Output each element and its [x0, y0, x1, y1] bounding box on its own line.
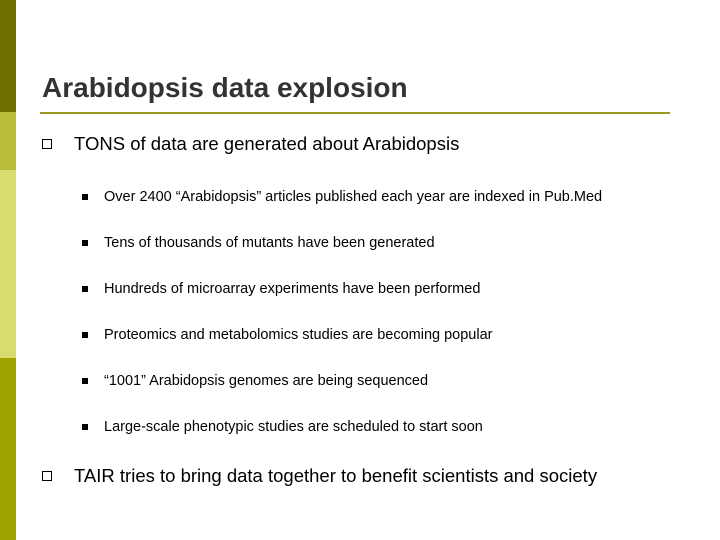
sub-bullet-text: Hundreds of microarray experiments have been performed — [104, 281, 481, 297]
sub-bullet-item — [82, 419, 483, 435]
decorative-sidebar — [0, 0, 16, 540]
sub-bullet-item — [82, 327, 492, 343]
sub-bullet-text: Large-scale phenotypic studies are scheduled to start soon — [104, 419, 483, 435]
sub-bullet-text: Proteomics and metabolomics studies are becoming popular — [104, 327, 493, 343]
sub-bullet-item — [82, 235, 435, 251]
sub-bullet-text: “1001” Arabidopsis genomes are being sequenced — [104, 373, 429, 389]
square-bullet-icon — [82, 332, 88, 338]
bullet-text: TAIR tries to bring data together to benefit scientists and society — [74, 465, 598, 486]
slide-title: Arabidopsis data explosion — [42, 72, 408, 103]
sub-bullet-item — [82, 189, 602, 205]
sidebar-segment — [0, 0, 16, 112]
square-bullet-icon — [82, 194, 88, 200]
sub-bullet-item — [82, 373, 428, 389]
sidebar-segment — [0, 358, 16, 540]
hollow-square-bullet-icon — [42, 139, 52, 149]
square-bullet-icon — [82, 286, 88, 292]
square-bullet-icon — [82, 378, 88, 384]
sidebar-segment — [0, 170, 16, 358]
sub-bullet-text: Over 2400 “Arabidopsis” articles published each year are indexed in Pub.Med — [104, 189, 603, 205]
square-bullet-icon — [82, 424, 88, 430]
sub-bullet-text: Tens of thousands of mutants have been generated — [104, 235, 435, 251]
sub-bullet-item — [82, 281, 480, 297]
bullet-item — [42, 465, 597, 487]
bullet-text: TONS of data are generated about Arabidopsis — [74, 133, 460, 154]
bullet-item — [42, 133, 459, 155]
title-divider — [40, 112, 670, 114]
hollow-square-bullet-icon — [42, 471, 52, 481]
square-bullet-icon — [82, 240, 88, 246]
sidebar-segment — [0, 112, 16, 170]
